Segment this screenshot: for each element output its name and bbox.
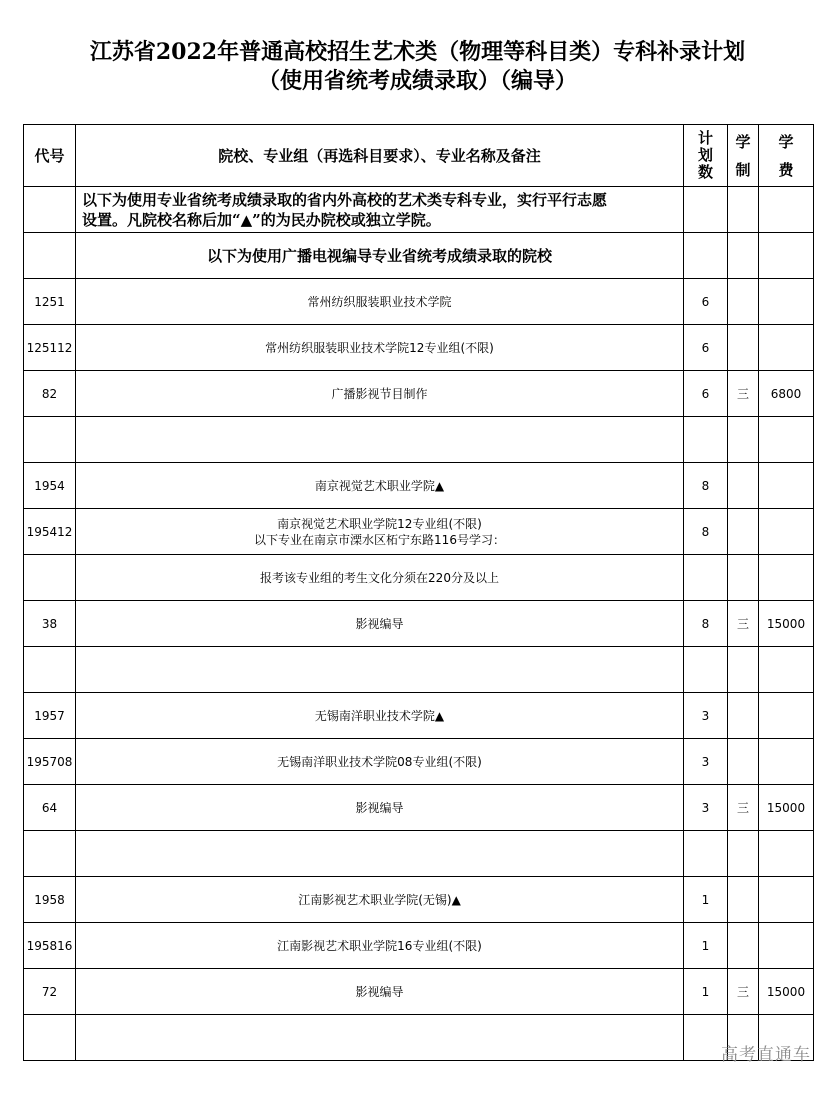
cell-description: 常州纺织服装职业技术学院 <box>76 279 684 325</box>
header-years-char: 制 <box>735 160 751 179</box>
header-description: 院校、专业组（再选科目要求）、专业名称及备注 <box>76 125 684 187</box>
table-row <box>24 279 814 325</box>
cell-description: 无锡南洋职业技术学院▲ <box>76 693 684 739</box>
header-years-char: 学 <box>735 132 751 151</box>
cell-code: 38 <box>24 601 76 647</box>
table-row <box>24 923 814 969</box>
cell-code: 195412 <box>24 509 76 555</box>
watermark: 高考直通车 <box>721 1045 811 1065</box>
cell-code: 1251 <box>24 279 76 325</box>
table-row <box>24 417 814 463</box>
section-title: 以下为使用广播电视编导专业省统考成绩录取的院校 <box>76 233 684 279</box>
cell-code <box>24 647 76 693</box>
cell-code <box>24 555 76 601</box>
cell-fee <box>759 463 814 509</box>
table-row <box>24 877 814 923</box>
cell-years <box>728 647 759 693</box>
cell-years: 三 <box>728 371 759 417</box>
notice-line: 设置。凡院校名称后加“▲”的为民办院校或独立学院。 <box>82 210 441 229</box>
cell-plan-count: 6 <box>684 371 728 417</box>
cell-years: 三 <box>728 969 759 1015</box>
cell-code: 82 <box>24 371 76 417</box>
cell-description: 无锡南洋职业技术学院08专业组(不限) <box>76 739 684 785</box>
header-plan-count <box>684 125 728 187</box>
cell-code: 1954 <box>24 463 76 509</box>
cell-code: 195816 <box>24 923 76 969</box>
cell-fee <box>759 831 814 877</box>
cell-plan-count: 8 <box>684 509 728 555</box>
cell-code <box>24 831 76 877</box>
cell-fee: 15000 <box>759 601 814 647</box>
cell-code: 72 <box>24 969 76 1015</box>
notice-text <box>76 187 684 233</box>
cell-description: 常州纺织服装职业技术学院12专业组(不限) <box>76 325 684 371</box>
cell-plan-count: 1 <box>684 877 728 923</box>
cell-description: 影视编导 <box>76 601 684 647</box>
cell-code: 64 <box>24 785 76 831</box>
cell-years: 三 <box>728 785 759 831</box>
notice-row <box>24 187 814 233</box>
table-row <box>24 325 814 371</box>
cell-description <box>76 647 684 693</box>
cell-years <box>728 877 759 923</box>
cell-fee <box>759 739 814 785</box>
cell-fee <box>759 647 814 693</box>
cell-description <box>76 831 684 877</box>
cell-code: 1958 <box>24 877 76 923</box>
header-plan-char: 数 <box>697 163 713 181</box>
header-fee <box>759 125 814 187</box>
cell-plan-count: 3 <box>684 785 728 831</box>
cell-description: 江南影视艺术职业学院(无锡)▲ <box>76 877 684 923</box>
cell-plan-count: 6 <box>684 279 728 325</box>
cell-years <box>728 739 759 785</box>
cell-description <box>76 417 684 463</box>
cell-plan-count: 8 <box>684 463 728 509</box>
table-row <box>24 693 814 739</box>
page-title: 江苏省2022年普通高校招生艺术类（物理等科目类）专科补录计划 <box>89 39 746 65</box>
notice-line: 以下为使用专业省统考成绩录取的省内外高校的艺术类专科专业，实行平行志愿 <box>82 190 608 209</box>
header-fee-char: 费 <box>778 160 794 179</box>
table-row <box>24 785 814 831</box>
cell-plan-count: 1 <box>684 923 728 969</box>
header-fee-char: 学 <box>778 132 794 151</box>
cell-fee <box>759 555 814 601</box>
cell-fee <box>759 417 814 463</box>
header-plan-char: 计 <box>697 129 713 147</box>
cell-fee <box>759 279 814 325</box>
cell-description-line: 以下专业在南京市溧水区柘宁东路116号学习： <box>254 532 505 547</box>
cell-description <box>76 509 684 555</box>
cell-years <box>728 325 759 371</box>
cell-years <box>728 417 759 463</box>
page-subtitle: （使用省统考成绩录取）（编导） <box>257 68 577 94</box>
cell-description: 广播影视节目制作 <box>76 371 684 417</box>
cell-code <box>24 417 76 463</box>
cell-description-line: 南京视觉艺术职业学院12专业组(不限) <box>277 516 482 531</box>
header-code: 代号 <box>24 125 76 187</box>
table-row <box>24 647 814 693</box>
cell-years <box>728 555 759 601</box>
cell-description <box>76 1015 684 1061</box>
cell-plan-count: 8 <box>684 601 728 647</box>
table-row <box>24 1015 814 1061</box>
header-years <box>728 125 759 187</box>
table-row <box>24 831 814 877</box>
cell-years: 三 <box>728 601 759 647</box>
cell-fee <box>759 325 814 371</box>
section-row <box>24 233 814 279</box>
cell-fee <box>759 923 814 969</box>
table-row <box>24 509 814 555</box>
cell-plan-count: 3 <box>684 693 728 739</box>
cell-description: 南京视觉艺术职业学院▲ <box>76 463 684 509</box>
cell-fee <box>759 693 814 739</box>
table-row <box>24 371 814 417</box>
cell-plan-count <box>684 647 728 693</box>
cell-description: 江南影视艺术职业学院16专业组(不限) <box>76 923 684 969</box>
cell-code: 125112 <box>24 325 76 371</box>
cell-years <box>728 463 759 509</box>
cell-years <box>728 831 759 877</box>
cell-fee: 15000 <box>759 785 814 831</box>
table-row <box>24 601 814 647</box>
cell-plan-count: 6 <box>684 325 728 371</box>
cell-fee: 15000 <box>759 969 814 1015</box>
cell-plan-count <box>684 831 728 877</box>
cell-years <box>728 923 759 969</box>
cell-code <box>24 1015 76 1061</box>
cell-code: 1957 <box>24 693 76 739</box>
cell-years <box>728 509 759 555</box>
enrollment-plan-table <box>23 124 814 1061</box>
table-row <box>24 739 814 785</box>
cell-plan-count: 3 <box>684 739 728 785</box>
table-row <box>24 555 814 601</box>
cell-code: 195708 <box>24 739 76 785</box>
cell-fee <box>759 509 814 555</box>
cell-description: 影视编导 <box>76 969 684 1015</box>
table-row <box>24 969 814 1015</box>
cell-years <box>728 279 759 325</box>
cell-description: 影视编导 <box>76 785 684 831</box>
cell-description: 报考该专业组的考生文化分须在220分及以上 <box>76 555 684 601</box>
table-row <box>24 463 814 509</box>
cell-fee <box>759 877 814 923</box>
cell-plan-count: 1 <box>684 969 728 1015</box>
cell-years <box>728 693 759 739</box>
cell-fee: 6800 <box>759 371 814 417</box>
header-plan-char: 划 <box>697 146 713 164</box>
table-header-row <box>24 125 814 187</box>
cell-plan-count <box>684 555 728 601</box>
cell-plan-count <box>684 417 728 463</box>
